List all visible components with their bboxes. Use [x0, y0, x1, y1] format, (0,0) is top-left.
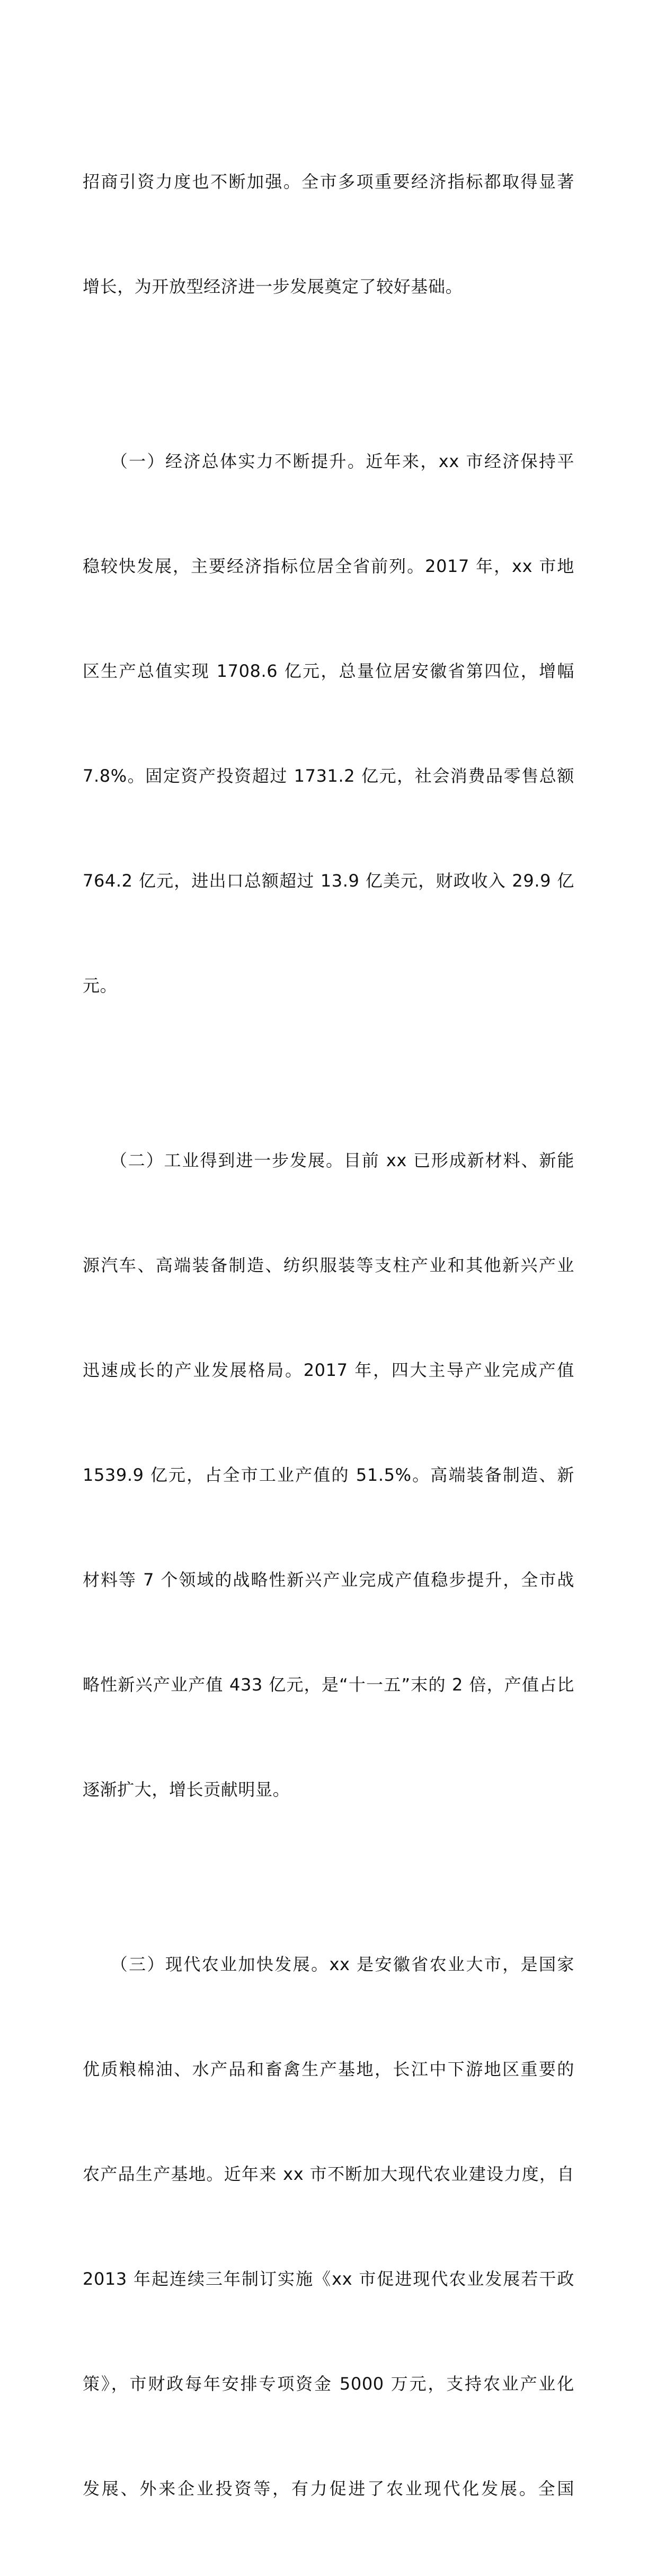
- text-line: 增长，为开放型经济进一步发展奠定了较好基础。: [83, 276, 463, 297]
- text-line: 逐渐扩大，增长贡献明显。: [83, 1779, 290, 1800]
- paragraph-intro-continuation: [83, 94, 574, 374]
- text-line: 策》，市财政每年安排专项资金 5000 万元，支持农业产业化: [83, 2374, 574, 2394]
- paragraph-section-3: [83, 1877, 574, 2576]
- section-heading-line: （一）经济总体实力不断提升。近年来，xx 市经济保持平: [83, 451, 574, 471]
- text-line: 迅速成长的产业发展格局。2017 年，四大主导产业完成产值: [83, 1360, 574, 1380]
- text-line: 农产品生产基地。近年来 xx 市不断加大现代农业建设力度，自: [83, 2164, 574, 2184]
- text-line: 优质粮棉油、水产品和畜禽生产基地，长江中下游地区重要的: [83, 2059, 574, 2079]
- text-line: 稳较快发展，主要经济指标位居全省前列。2017 年，xx 市地: [83, 556, 574, 576]
- paragraph-section-1: [83, 374, 574, 1073]
- text-line: 发展、外来企业投资等，有力促进了农业现代化发展。全国: [83, 2479, 574, 2499]
- text-line: 招商引资力度也不断加强。全市多项重要经济指标都取得显著: [83, 172, 574, 192]
- text-line: 源汽车、高端装备制造、纺织服装等支柱产业和其他新兴产业: [83, 1255, 574, 1275]
- text-line: 1539.9 亿元，占全市工业产值的 51.5%。高端装备制造、新: [83, 1465, 574, 1485]
- section-heading-line: （二）工业得到进一步发展。目前 xx 已形成新材料、新能: [83, 1150, 574, 1170]
- text-line: 区生产总值实现 1708.6 亿元，总量位居安徽省第四位，增幅: [83, 661, 574, 681]
- text-line: 材料等 7 个领域的战略性新兴产业完成产值稳步提升，全市战: [83, 1570, 574, 1590]
- document-body: [83, 94, 574, 2576]
- text-line: 元。: [83, 976, 118, 996]
- text-line: 略性新兴产业产值 433 亿元，是“十一五”末的 2 倍，产值占比: [83, 1675, 574, 1695]
- paragraph-section-2: [83, 1073, 574, 1877]
- text-line: 2013 年起连续三年制订实施《xx 市促进现代农业发展若干政: [83, 2269, 574, 2289]
- text-line: 764.2 亿元，进出口总额超过 13.9 亿美元，财政收入 29.9 亿: [83, 871, 574, 891]
- section-heading-line: （三）现代农业加快发展。xx 是安徽省农业大市，是国家: [83, 1954, 574, 1974]
- text-line: 7.8%。固定资产投资超过 1731.2 亿元，社会消费品零售总额: [83, 766, 574, 786]
